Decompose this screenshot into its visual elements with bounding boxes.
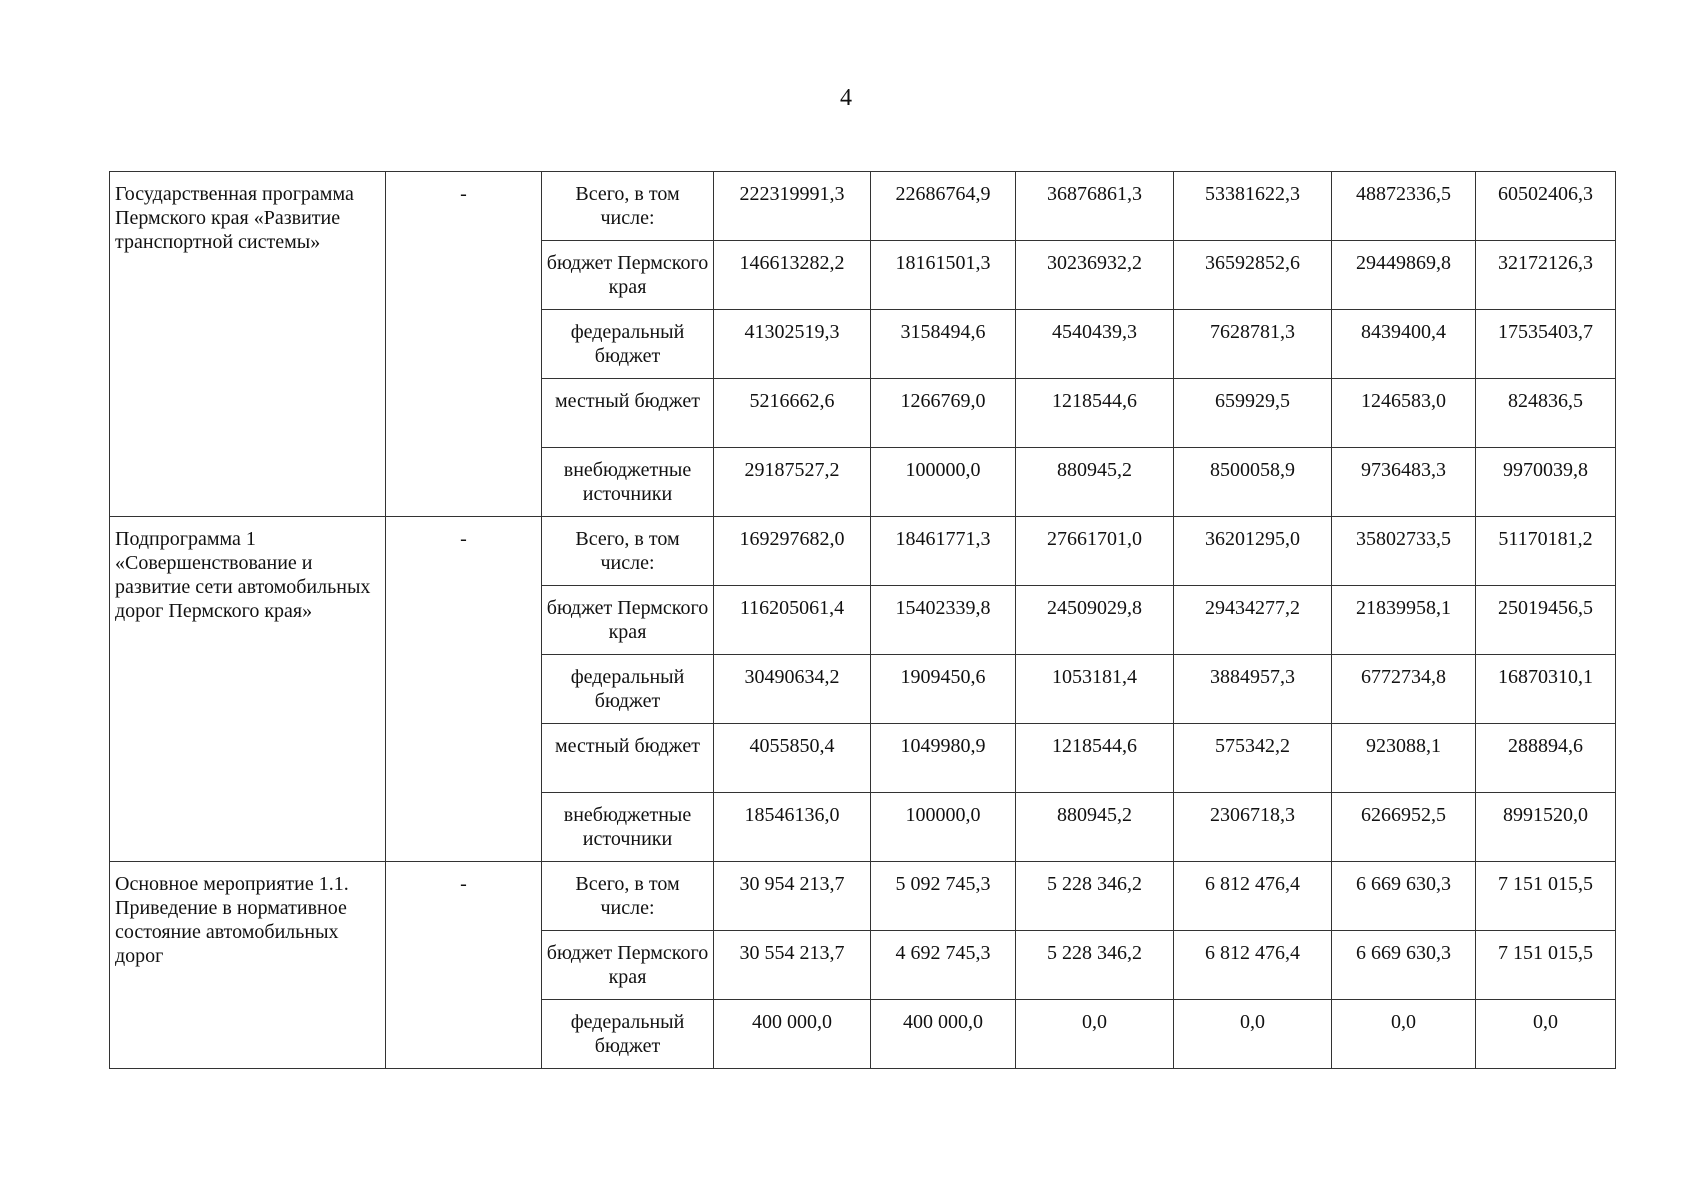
value-cell: 4540439,3	[1016, 310, 1174, 379]
value-cell: 146613282,2	[714, 241, 871, 310]
funding-source: федеральный бюджет	[542, 310, 714, 379]
value-cell: 880945,2	[1016, 448, 1174, 517]
value-cell: 7628781,3	[1174, 310, 1332, 379]
value-cell: 880945,2	[1016, 793, 1174, 862]
funding-source: Всего, в том числе:	[542, 862, 714, 931]
funding-source: федеральный бюджет	[542, 655, 714, 724]
value-cell: 6 812 476,4	[1174, 862, 1332, 931]
table-row	[110, 172, 1616, 241]
value-cell: 29449869,8	[1332, 241, 1476, 310]
table-row	[110, 862, 1616, 931]
value-cell: 36876861,3	[1016, 172, 1174, 241]
funding-source: местный бюджет	[542, 724, 714, 793]
value-cell: 9970039,8	[1476, 448, 1616, 517]
funding-source: Всего, в том числе:	[542, 172, 714, 241]
funding-source: Всего, в том числе:	[542, 517, 714, 586]
value-cell: 1246583,0	[1332, 379, 1476, 448]
value-cell: 100000,0	[871, 793, 1016, 862]
value-cell: 222319991,3	[714, 172, 871, 241]
value-cell: 6266952,5	[1332, 793, 1476, 862]
value-cell: 1909450,6	[871, 655, 1016, 724]
table-row	[110, 517, 1616, 586]
value-cell: 575342,2	[1174, 724, 1332, 793]
value-cell: 5 228 346,2	[1016, 862, 1174, 931]
funding-source: бюджет Пермского края	[542, 931, 714, 1000]
page-number: 4	[840, 85, 852, 111]
value-cell: 1218544,6	[1016, 379, 1174, 448]
value-cell: 8500058,9	[1174, 448, 1332, 517]
value-cell: 6 812 476,4	[1174, 931, 1332, 1000]
value-cell: 8991520,0	[1476, 793, 1616, 862]
value-cell: 30236932,2	[1016, 241, 1174, 310]
value-cell: 27661701,0	[1016, 517, 1174, 586]
value-cell: 824836,5	[1476, 379, 1616, 448]
value-cell: 288894,6	[1476, 724, 1616, 793]
program-name: Основное мероприятие 1.1. Приведение в нормативное состояние автомобильных дорог	[110, 862, 386, 1069]
funding-source: федеральный бюджет	[542, 1000, 714, 1069]
value-cell: 659929,5	[1174, 379, 1332, 448]
value-cell: 400 000,0	[714, 1000, 871, 1069]
program-code: -	[386, 517, 542, 862]
value-cell: 18546136,0	[714, 793, 871, 862]
value-cell: 16870310,1	[1476, 655, 1616, 724]
funding-source: бюджет Пермского края	[542, 586, 714, 655]
value-cell: 1218544,6	[1016, 724, 1174, 793]
value-cell: 30490634,2	[714, 655, 871, 724]
value-cell: 0,0	[1174, 1000, 1332, 1069]
value-cell: 0,0	[1016, 1000, 1174, 1069]
value-cell: 0,0	[1332, 1000, 1476, 1069]
value-cell: 17535403,7	[1476, 310, 1616, 379]
value-cell: 7 151 015,5	[1476, 862, 1616, 931]
value-cell: 51170181,2	[1476, 517, 1616, 586]
value-cell: 5 228 346,2	[1016, 931, 1174, 1000]
value-cell: 36201295,0	[1174, 517, 1332, 586]
value-cell: 35802733,5	[1332, 517, 1476, 586]
value-cell: 8439400,4	[1332, 310, 1476, 379]
program-name: Подпрограмма 1 «Совершенствование и развитие сети автомобильных дорог Пермского края»	[110, 517, 386, 862]
program-code: -	[386, 862, 542, 1069]
value-cell: 30 554 213,7	[714, 931, 871, 1000]
value-cell: 4055850,4	[714, 724, 871, 793]
value-cell: 48872336,5	[1332, 172, 1476, 241]
value-cell: 3158494,6	[871, 310, 1016, 379]
value-cell: 60502406,3	[1476, 172, 1616, 241]
program-name: Государственная программа Пермского края «Развитие транспортной системы»	[110, 172, 386, 517]
value-cell: 116205061,4	[714, 586, 871, 655]
value-cell: 923088,1	[1332, 724, 1476, 793]
value-cell: 22686764,9	[871, 172, 1016, 241]
funding-source: бюджет Пермского края	[542, 241, 714, 310]
value-cell: 3884957,3	[1174, 655, 1332, 724]
value-cell: 5 092 745,3	[871, 862, 1016, 931]
value-cell: 2306718,3	[1174, 793, 1332, 862]
value-cell: 5216662,6	[714, 379, 871, 448]
value-cell: 32172126,3	[1476, 241, 1616, 310]
value-cell: 24509029,8	[1016, 586, 1174, 655]
funding-source: местный бюджет	[542, 379, 714, 448]
value-cell: 30 954 213,7	[714, 862, 871, 931]
funding-source: внебюджетные источники	[542, 793, 714, 862]
value-cell: 4 692 745,3	[871, 931, 1016, 1000]
funding-source: внебюджетные источники	[542, 448, 714, 517]
value-cell: 18161501,3	[871, 241, 1016, 310]
value-cell: 169297682,0	[714, 517, 871, 586]
value-cell: 400 000,0	[871, 1000, 1016, 1069]
value-cell: 1053181,4	[1016, 655, 1174, 724]
value-cell: 53381622,3	[1174, 172, 1332, 241]
program-code: -	[386, 172, 542, 517]
value-cell: 29434277,2	[1174, 586, 1332, 655]
value-cell: 6 669 630,3	[1332, 862, 1476, 931]
value-cell: 0,0	[1476, 1000, 1616, 1069]
value-cell: 21839958,1	[1332, 586, 1476, 655]
value-cell: 36592852,6	[1174, 241, 1332, 310]
value-cell: 29187527,2	[714, 448, 871, 517]
value-cell: 6 669 630,3	[1332, 931, 1476, 1000]
value-cell: 6772734,8	[1332, 655, 1476, 724]
budget-table	[109, 171, 1616, 1069]
value-cell: 9736483,3	[1332, 448, 1476, 517]
value-cell: 1049980,9	[871, 724, 1016, 793]
value-cell: 41302519,3	[714, 310, 871, 379]
value-cell: 15402339,8	[871, 586, 1016, 655]
value-cell: 7 151 015,5	[1476, 931, 1616, 1000]
value-cell: 25019456,5	[1476, 586, 1616, 655]
value-cell: 100000,0	[871, 448, 1016, 517]
value-cell: 1266769,0	[871, 379, 1016, 448]
value-cell: 18461771,3	[871, 517, 1016, 586]
